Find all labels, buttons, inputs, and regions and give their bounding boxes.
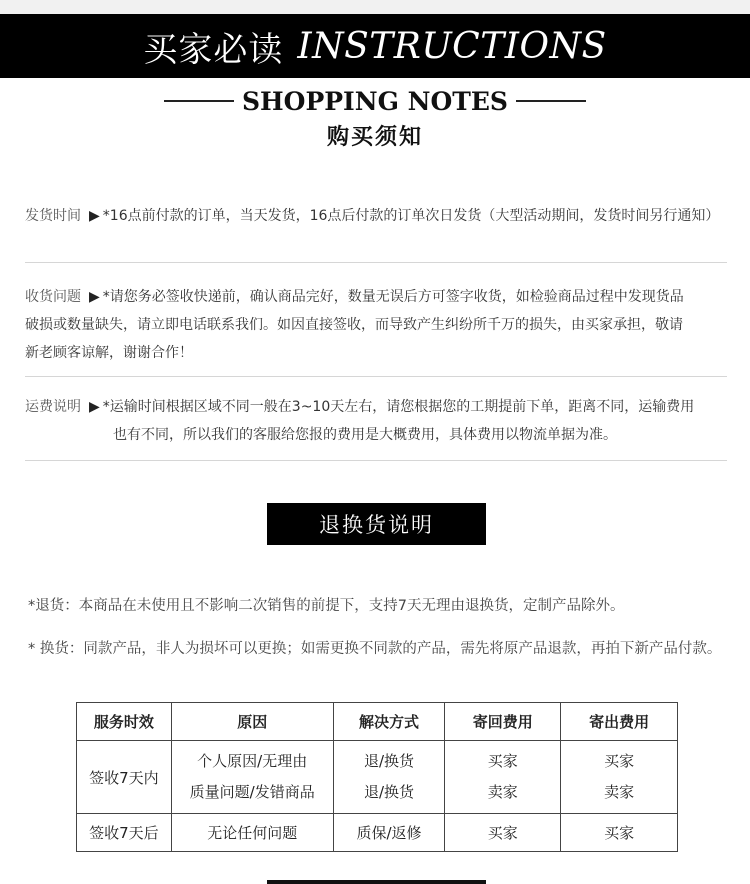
return-cost-cell: 买家 (445, 814, 561, 852)
header-solution: 解决方式 (333, 703, 445, 741)
shipping-line (25, 202, 727, 230)
shopping-notes-title: SHOPPING NOTES (242, 86, 508, 116)
banner-title-cn: 买家必读 (143, 29, 284, 70)
receiving-line (25, 283, 727, 311)
solution-cell: 质保/返修 (333, 814, 445, 852)
return-cost-item: 买家 (487, 752, 518, 770)
ship-cost-item: 买家 (604, 752, 635, 770)
solution-item: 退/换货 (363, 783, 414, 801)
header-service-period: 服务时效 (77, 703, 172, 741)
ship-cost-item: 卖家 (604, 783, 635, 801)
freight-text-1: *运输时间根据区域不同一般在3~10天左右，请您根据您的工期提前下单，距离不同，运输费用 (102, 399, 695, 415)
section-divider (25, 262, 727, 263)
heading-rule-left (164, 100, 234, 102)
reason-item: 质量问题/发错商品 (189, 783, 315, 801)
period-cell: 签收7天后 (77, 814, 172, 852)
reason-item: 个人原因/无理由 (197, 752, 308, 770)
heading-rule-right (516, 100, 586, 102)
header-ship-cost: 寄出费用 (561, 703, 678, 741)
triangle-right-icon: ▶ (89, 399, 100, 415)
freight-text-2: 也有不同，所以我们的客服给您报的费用是大概费用，具体费用以物流单据为准。 (113, 427, 617, 443)
solution-cell (333, 741, 445, 814)
period-cell: 签收7天内 (77, 741, 172, 814)
return-cost-cell (445, 741, 561, 814)
shipping-text: *16点前付款的订单，当天发货，16点后付款的订单次日发货（大型活动期间，发货时间另行通知） (102, 208, 720, 224)
exchange-policy-text: * 换货：同款产品，非人为损坏可以更换；如需更换不同款的产品，需先将原产品退款，再拍下新产品付款。 (28, 641, 722, 657)
after-sales-table (76, 702, 678, 852)
section-divider (25, 460, 727, 461)
receiving-text-2: 破损或数量缺失，请立即电话联系我们。如因直接签收，而导致产生纠纷所千万的损失，由买家承担，敬请 (25, 317, 683, 333)
reason-cell: 无论任何问题 (171, 814, 333, 852)
ship-cost-cell (561, 741, 678, 814)
shopping-notes-heading (0, 86, 750, 116)
receiving-section (25, 283, 727, 367)
table-row (77, 814, 678, 852)
top-strip (0, 0, 750, 14)
shipping-time-section (25, 202, 727, 230)
receiving-text-3: 新老顾客谅解，谢谢合作！ (25, 345, 193, 361)
receiving-label: 收货问题 (25, 289, 81, 305)
triangle-right-icon: ▶ (89, 208, 100, 224)
bottom-bar (267, 880, 486, 884)
ship-cost-cell: 买家 (561, 814, 678, 852)
instructions-banner (0, 14, 750, 78)
receiving-text-1: *请您务必签收快递前，确认商品完好，数量无误后方可签字收货，如检验商品过程中发现货品 (102, 289, 684, 305)
solution-item: 退/换货 (363, 752, 414, 770)
freight-label: 运费说明 (25, 399, 81, 415)
shipping-time-label: 发货时间 (25, 208, 81, 224)
table-row (77, 741, 678, 814)
triangle-right-icon: ▶ (89, 289, 100, 305)
returns-title: 退换货说明 (267, 503, 486, 545)
shopping-notes-subtitle: 购买须知 (326, 125, 423, 150)
freight-line (25, 393, 727, 421)
reason-cell (171, 741, 333, 814)
header-reason: 原因 (171, 703, 333, 741)
freight-section (25, 393, 727, 449)
table-header-row (77, 703, 678, 741)
header-return-cost: 寄回费用 (445, 703, 561, 741)
banner-title-en: INSTRUCTIONS (297, 25, 607, 67)
return-policy-text: *退货：本商品在未使用且不影响二次销售的前提下，支持7天无理由退换货，定制产品除外。 (28, 598, 625, 614)
return-cost-item: 卖家 (487, 783, 518, 801)
section-divider (25, 376, 727, 377)
